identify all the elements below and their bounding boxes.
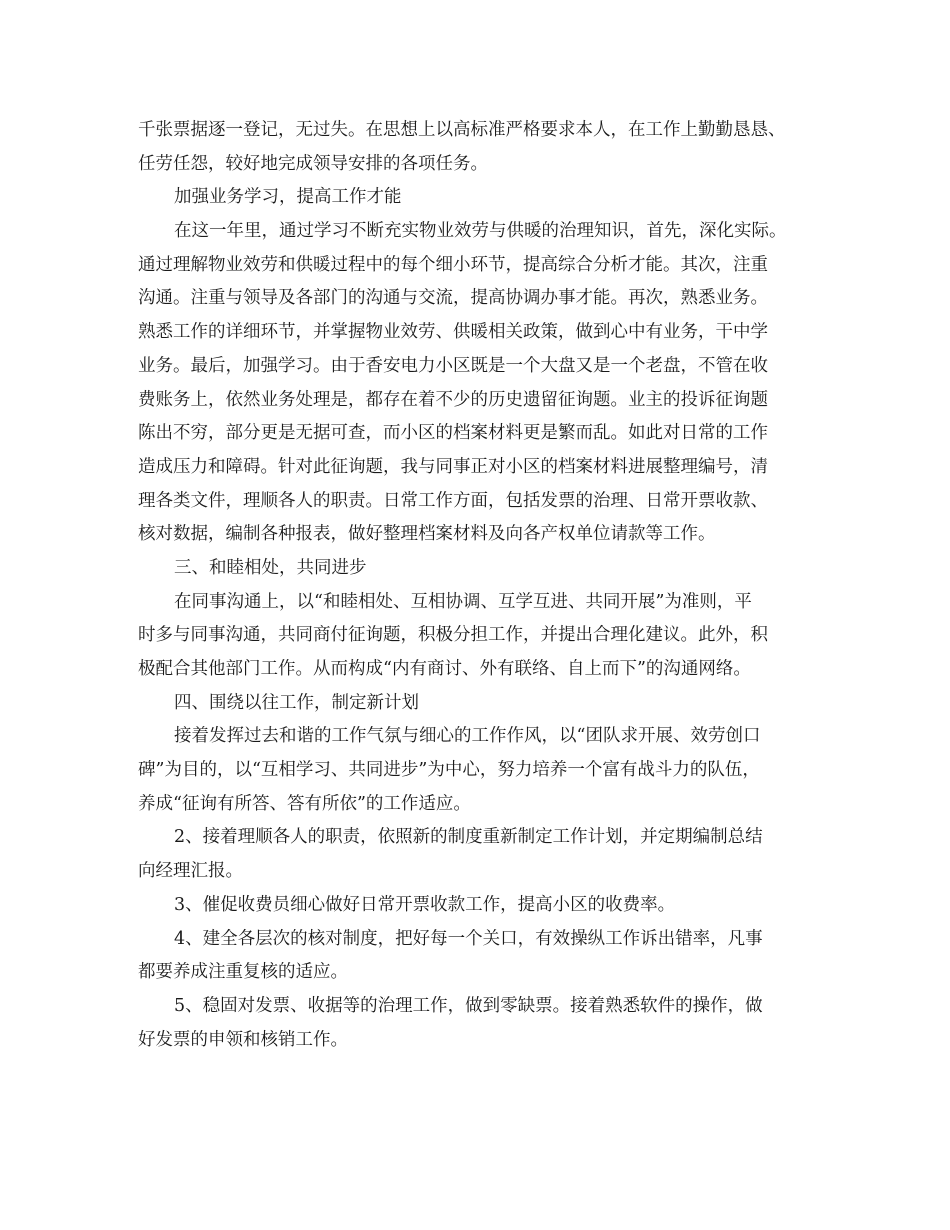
text-line: 费账务上，依然业务处理是，都存在着不少的历史遗留征询题。业主的投诉征询题 <box>138 389 768 410</box>
text-line: 造成压力和障碍。针对此征询题，我与同事正对小区的档案材料进展整理编号，清 <box>138 456 768 477</box>
text-line: 加强业务学习，提高工作才能 <box>174 187 402 208</box>
text-line: 都要养成注重复核的适应。 <box>138 962 348 983</box>
text-line: 三、和睦相处，共同进步 <box>174 557 367 578</box>
text-line: 4、建全各层次的核对制度，把好每一个关口，有效操纵工作诉出错率，凡事 <box>174 928 763 949</box>
text-line: 熟悉工作的详细环节，并掌握物业效劳、供暖相关政策，做到心中有业务，干中学 <box>138 322 768 343</box>
text-line: 时多与同事沟通，共同商付征询题，积极分担工作，并提出合理化建议。此外，积 <box>138 625 768 646</box>
text-line: 在同事沟通上，以“和睦相处、互相协调、互学互进、共同开展”为准则，平 <box>174 591 752 612</box>
text-line: 碑”为目的，以“互相学习、共同进步”为中心，努力培养一个富有战斗力的队伍， <box>138 760 760 781</box>
text-line: 好发票的申领和核销工作。 <box>138 1029 348 1050</box>
text-line: 沟通。注重与领导及各部门的沟通与交流，提高协调办事才能。再次，熟悉业务。 <box>138 288 768 309</box>
text-line: 四、围绕以往工作，制定新计划 <box>174 692 419 713</box>
text-line: 3、催促收费员细心做好日常开票收款工作，提高小区的收费率。 <box>174 894 676 915</box>
text-line: 5、稳固对发票、收据等的治理工作，做到零缺票。接着熟悉软件的操作，做 <box>174 995 763 1016</box>
text-line: 在这一年里，通过学习不断充实物业效劳与供暖的治理知识，首先，深化实际。 <box>174 221 787 242</box>
text-line: 向经理汇报。 <box>138 861 243 882</box>
text-line: 任劳任怨，较好地完成领导安排的各项任务。 <box>138 153 488 174</box>
text-line: 接着发挥过去和谐的工作气氛与细心的工作作风，以“团队求开展、效劳创口 <box>174 726 761 747</box>
text-line: 核对数据，编制各种报表，做好整理档案材料及向各产权单位请款等工作。 <box>138 524 716 545</box>
text-line: 极配合其他部门工作。从而构成“内有商讨、外有联络、自上而下”的沟通网络。 <box>138 659 751 679</box>
text-line: 千张票据逐一登记，无过失。在思想上以高标准严格要求本人，在工作上勤勤恳恳、 <box>138 120 786 140</box>
text-line: 理各类文件，理顺各人的职责。日常工作方面，包括发票的治理、日常开票收款、 <box>138 490 768 511</box>
text-line: 通过理解物业效劳和供暖过程中的每个细小环节，提高综合分析才能。其次，注重 <box>138 254 768 275</box>
text-line: 业务。最后，加强学习。由于香安电力小区既是一个大盘又是一个老盘，不管在收 <box>138 355 768 376</box>
text-line: 陈出不穷，部分更是无据可查，而小区的档案材料更是繁而乱。如此对日常的工作 <box>138 423 768 444</box>
document-body <box>138 114 818 1057</box>
text-line: 养成“征询有所答、答有所依”的工作适应。 <box>138 793 471 814</box>
text-line: 2、接着理顺各人的职责，依照新的制度重新制定工作计划，并定期编制总结 <box>174 827 763 848</box>
